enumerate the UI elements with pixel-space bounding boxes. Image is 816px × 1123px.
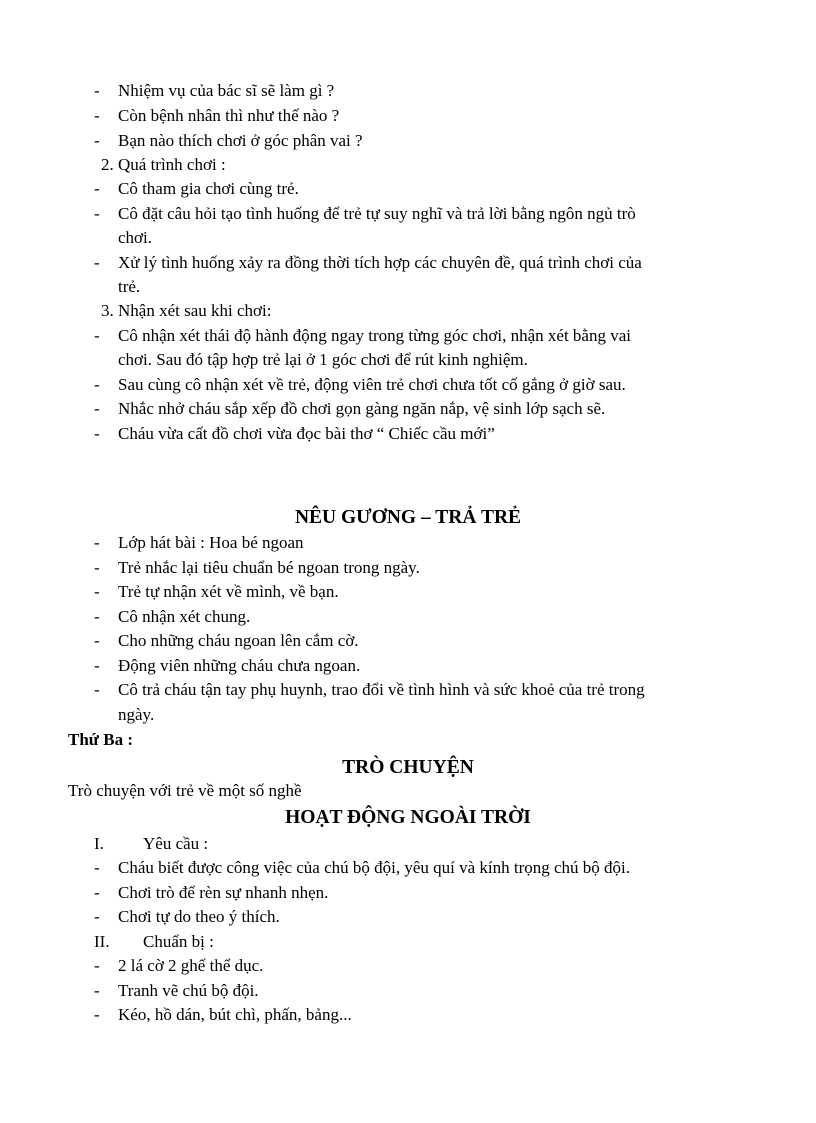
list-item-text: Lớp hát bài : Hoa bé ngoan — [118, 533, 304, 552]
list-item-text: Động viên những cháu chưa ngoan. — [118, 656, 361, 675]
list-item-text: chơi. — [118, 228, 153, 247]
list-item-text: Kéo, hồ dán, bút chì, phấn, bảng... — [118, 1005, 352, 1024]
dash-marker: - — [94, 106, 100, 125]
dash-marker: - — [94, 631, 100, 650]
list-item-text: ngày. — [118, 705, 155, 724]
dash-marker: - — [94, 204, 100, 223]
day-label-text: Thứ Ba : — [68, 730, 133, 749]
dash-marker: - — [94, 1005, 100, 1024]
dash-marker: - — [94, 907, 100, 926]
list-item-text: Xử lý tình huống xảy ra đồng thời tích hợp các chuyên đề, quá trình chơi của — [118, 253, 642, 272]
heading-hoat-dong-ngoai-troi: HOẠT ĐỘNG NGOÀI TRỜI — [285, 807, 531, 828]
dash-marker: - — [94, 582, 100, 601]
list-item-text: Còn bệnh nhân thì như thế nào ? — [118, 106, 340, 125]
list-item-text: Tranh vẽ chú bộ đội. — [118, 981, 259, 1000]
dash-marker: - — [94, 375, 100, 394]
list-item-text: Cô nhận xét chung. — [118, 607, 251, 626]
dash-marker: - — [94, 858, 100, 877]
dash-marker: - — [94, 131, 100, 150]
list-item-text: Cô đặt câu hỏi tạo tình huống để trẻ tự suy nghĩ và trả lời bằng ngôn ngủ trò — [118, 204, 636, 223]
list-item-text: chơi. Sau đó tập hợp trẻ lại ở 1 góc chơi để rút kinh nghiệm. — [118, 350, 528, 369]
list-item-text: Cô nhận xét thái độ hành động ngay trong từng góc chơi, nhận xét bằng vai — [118, 326, 631, 345]
list-item-text: Chơi trò để rèn sự nhanh nhẹn. — [118, 883, 329, 902]
section-title-text: 2. Quá trình chơi : — [101, 155, 226, 174]
roman-numeral: I. — [94, 834, 104, 853]
dash-marker: - — [94, 656, 100, 675]
list-item-text: Trẻ tự nhận xét về mình, về bạn. — [118, 582, 339, 601]
roman-numeral: II. — [94, 932, 110, 951]
dash-marker: - — [94, 883, 100, 902]
list-item-text: Cô tham gia chơi cùng trẻ. — [118, 179, 299, 198]
list-item-text: Nhiệm vụ của bác sĩ sẽ làm gì ? — [118, 81, 335, 100]
dash-marker: - — [94, 981, 100, 1000]
dash-marker: - — [94, 558, 100, 577]
dash-marker: - — [94, 680, 100, 699]
list-item-text: 2 lá cờ 2 ghế thể dục. — [118, 956, 264, 975]
list-item-text: Cháu vừa cất đồ chơi vừa đọc bài thơ “ Chiếc cầu mới” — [118, 424, 495, 443]
list-item-text: Sau cùng cô nhận xét về trẻ, động viên trẻ chơi chưa tốt cố gắng ở giờ sau. — [118, 375, 626, 394]
section-title-text: 3. Nhận xét sau khi chơi: — [101, 301, 272, 320]
list-item-text: Trẻ nhắc lại tiêu chuẩn bé ngoan trong ngày. — [118, 558, 420, 577]
dash-marker: - — [94, 607, 100, 626]
heading-tro-chuyen: TRÒ CHUYỆN — [342, 757, 474, 778]
list-item-text: Bạn nào thích chơi ở góc phân vai ? — [118, 131, 363, 150]
list-item-text: trẻ. — [118, 277, 141, 296]
list-item-text: Cô trả cháu tận tay phụ huynh, trao đổi về tình hình và sức khoẻ của trẻ trong — [118, 680, 645, 699]
dash-marker: - — [94, 424, 100, 443]
list-item-text: Cho những cháu ngoan lên cắm cờ. — [118, 631, 359, 650]
paragraph-text: Trò chuyện với trẻ về một số nghề — [68, 781, 302, 800]
dash-marker: - — [94, 179, 100, 198]
section-title-text: Yêu cầu : — [143, 834, 209, 853]
dash-marker: - — [94, 956, 100, 975]
list-item-text: Cháu biết được công việc của chú bộ đội, yêu quí và kính trọng chú bộ đội. — [118, 858, 631, 877]
dash-marker: - — [94, 326, 100, 345]
list-item-text: Nhắc nhở cháu sắp xếp đồ chơi gọn gàng ngăn nắp, vệ sinh lớp sạch sẽ. — [118, 399, 606, 418]
dash-marker: - — [94, 81, 100, 100]
list-item-text: Chơi tự do theo ý thích. — [118, 907, 280, 926]
dash-marker: - — [94, 533, 100, 552]
dash-marker: - — [94, 399, 100, 418]
heading-neu-guong: NÊU GƯƠNG – TRẢ TRẺ — [294, 507, 522, 528]
section-title-text: Chuẩn bị : — [143, 932, 214, 951]
dash-marker: - — [94, 253, 100, 272]
